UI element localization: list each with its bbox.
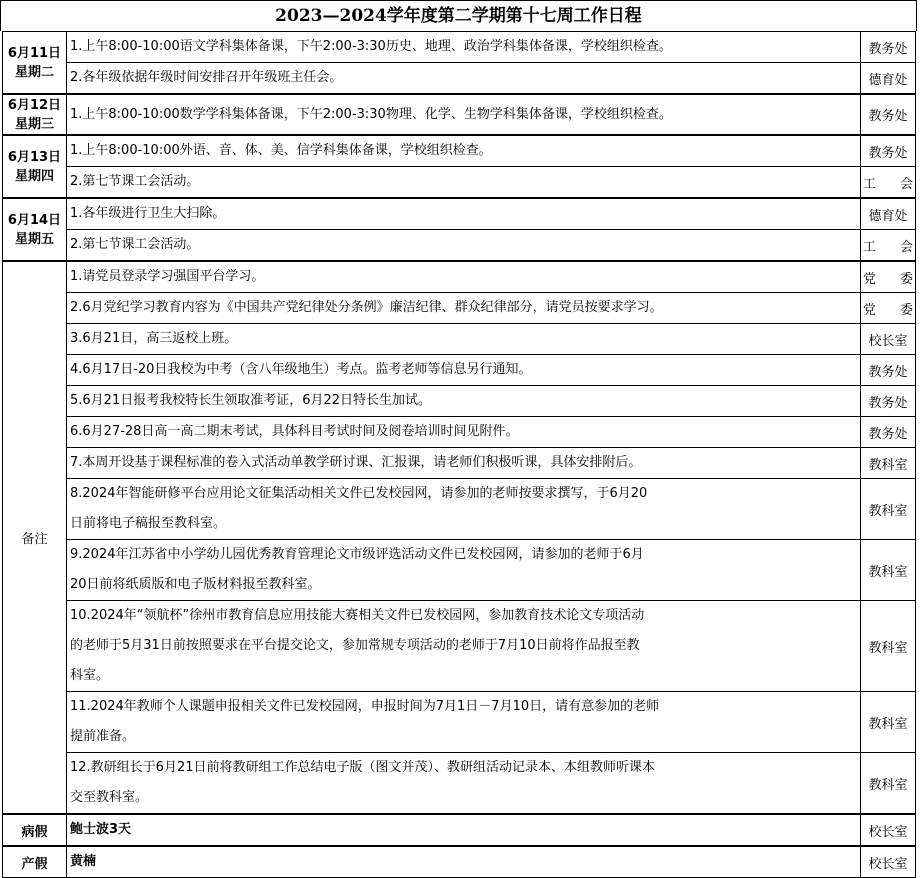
dept-cell: 教务处 bbox=[861, 94, 916, 135]
dept-cell bbox=[861, 167, 923, 199]
dept-cell bbox=[861, 230, 923, 262]
maternity-leave-text: 黄楠 bbox=[67, 846, 861, 878]
note-item bbox=[67, 753, 861, 815]
dept-label: 工 会 bbox=[862, 176, 923, 192]
note-item: 5.6月21日报考我校特长生领取准考证，6月22日特长生加试。 bbox=[67, 386, 861, 417]
dept-cell: 教务处 bbox=[861, 32, 916, 63]
note-line: 提前准备。 bbox=[70, 729, 136, 744]
note-line: 10.2024年“领航杯”徐州市教育信息应用技能大赛相关文件已发校园网，参加教育技术论文专项活动 bbox=[70, 608, 645, 623]
day-date: 6月13日 bbox=[7, 149, 62, 165]
note-item bbox=[67, 692, 861, 753]
day-weekday: 星期五 bbox=[14, 231, 54, 247]
dept-cell: 教科室 bbox=[861, 753, 916, 815]
schedule-item: 1.上午8:00-10:00外语、音、体、美、信学科集体备课，学校组织检查。 bbox=[67, 135, 861, 167]
schedule-item: 2.第七节课工会活动。 bbox=[67, 230, 861, 262]
dept-cell: 教科室 bbox=[861, 448, 916, 479]
dept-cell: 教科室 bbox=[861, 540, 916, 601]
table-row bbox=[3, 814, 916, 846]
dept-cell: 校长室 bbox=[861, 846, 916, 878]
note-line: 交至教科室。 bbox=[70, 790, 149, 805]
note-item: 1.请党员登录学习强国平台学习。 bbox=[67, 261, 861, 293]
day-date: 6月12日 bbox=[7, 97, 62, 113]
dept-cell: 教务处 bbox=[861, 417, 916, 448]
dept-cell: 教务处 bbox=[861, 355, 916, 386]
day-date: 6月14日 bbox=[7, 212, 62, 228]
schedule-item: 1.上午8:00-10:00语文学科集体备课，下午2:00-3:30历史、地理、政治学科集体备课，学校组织检查。 bbox=[67, 32, 861, 63]
table-row bbox=[3, 355, 916, 386]
schedule-item: 1.各年级进行卫生大扫除。 bbox=[67, 198, 861, 230]
note-item bbox=[67, 601, 861, 692]
dept-cell bbox=[861, 261, 923, 293]
dept-cell: 教务处 bbox=[861, 386, 916, 417]
day-cell-0613 bbox=[3, 135, 67, 198]
table-row bbox=[3, 167, 916, 199]
dept-label: 党 委 bbox=[862, 302, 923, 318]
table-row bbox=[3, 198, 916, 230]
notes-label: 备注 bbox=[3, 261, 67, 814]
table-row bbox=[3, 32, 916, 63]
day-weekday: 星期三 bbox=[14, 116, 54, 132]
dept-cell: 教科室 bbox=[861, 479, 916, 540]
note-line: 11.2024年教师个人课题申报相关文件已发校园网，申报时间为7月1日－7月10日，请有意参加的老师 bbox=[70, 699, 660, 714]
table-row bbox=[3, 692, 916, 753]
table-row bbox=[3, 540, 916, 601]
day-cell-0611 bbox=[3, 32, 67, 95]
note-item: 4.6月17日-20日我校为中考（含八年级地生）考点。监考老师等信息另行通知。 bbox=[67, 355, 861, 386]
day-weekday: 星期四 bbox=[14, 168, 54, 184]
dept-cell: 校长室 bbox=[861, 324, 916, 355]
dept-cell: 校长室 bbox=[861, 814, 916, 846]
schedule-item: 1.上午8:00-10:00数学学科集体备课，下午2:00-3:30物理、化学、生物学科集体备课，学校组织检查。 bbox=[67, 94, 861, 135]
table-row bbox=[3, 230, 916, 262]
table-row bbox=[3, 753, 916, 815]
table-row bbox=[3, 261, 916, 293]
table-row bbox=[3, 293, 916, 324]
sick-leave-label: 病假 bbox=[3, 814, 67, 846]
dept-cell: 教务处 bbox=[861, 135, 916, 167]
schedule-table bbox=[2, 31, 923, 878]
day-weekday: 星期二 bbox=[14, 64, 54, 80]
day-cell-0614 bbox=[3, 198, 67, 261]
table-row bbox=[3, 324, 916, 355]
table-row bbox=[3, 448, 916, 479]
dept-label: 工 会 bbox=[862, 239, 923, 255]
note-item: 6.6月27-28日高一高二期末考试，具体科目考试时间及阅卷培训时间见附件。 bbox=[67, 417, 861, 448]
maternity-leave-label: 产假 bbox=[3, 846, 67, 878]
note-line: 12.教研组长于6月21日前将教研组工作总结电子版（图文并茂）、教研组活动记录本、本组教师听课本 bbox=[70, 760, 655, 775]
sick-leave-text: 鲍士波3天 bbox=[67, 814, 861, 846]
table-row bbox=[3, 135, 916, 167]
schedule-title: 2023—2024学年度第二学期第十七周工作日程 bbox=[0, 0, 917, 31]
note-line: 8.2024年智能研修平台应用论文征集活动相关文件已发校园网，请参加的老师按要求撰写，于6月20 bbox=[70, 486, 648, 501]
table-row bbox=[3, 94, 916, 135]
note-line: 日前将电子稿报至教科室。 bbox=[70, 516, 227, 531]
schedule-item: 2.各年级依据年级时间安排召开年级班主任会。 bbox=[67, 63, 861, 95]
dept-label: 党 委 bbox=[862, 271, 923, 287]
dept-cell: 德育处 bbox=[861, 198, 916, 230]
day-date: 6月11日 bbox=[7, 45, 62, 61]
note-item: 3.6月21日，高三返校上班。 bbox=[67, 324, 861, 355]
dept-cell: 教科室 bbox=[861, 692, 916, 753]
note-line: 科室。 bbox=[70, 668, 110, 683]
table-row bbox=[3, 386, 916, 417]
schedule-item: 2.第七节课工会活动。 bbox=[67, 167, 861, 199]
dept-cell: 德育处 bbox=[861, 63, 916, 95]
dept-cell bbox=[861, 293, 923, 324]
table-row bbox=[3, 601, 916, 692]
note-item bbox=[67, 479, 861, 540]
note-line: 的老师于5月31日前按照要求在平台提交论文，参加常规专项活动的老师于7月10日前将作品报至教 bbox=[70, 638, 640, 653]
table-row bbox=[3, 417, 916, 448]
table-row bbox=[3, 846, 916, 878]
day-cell-0612 bbox=[3, 94, 67, 135]
note-line: 20日前将纸质版和电子版材料报至教科室。 bbox=[70, 577, 321, 592]
note-item: 2.6月党纪学习教育内容为《中国共产党纪律处分条例》廉洁纪律、群众纪律部分，请党员按要求学习。 bbox=[67, 293, 861, 324]
note-item: 7.本周开设基于课程标准的卷入式活动单教学研讨课、汇报课，请老师们积极听课，具体安排附后。 bbox=[67, 448, 861, 479]
note-line: 9.2024年江苏省中小学幼儿园优秀教育管理论文市级评选活动文件已发校园网，请参加的老师于6月 bbox=[70, 547, 644, 562]
dept-cell: 教科室 bbox=[861, 601, 916, 692]
note-item bbox=[67, 540, 861, 601]
table-row bbox=[3, 479, 916, 540]
table-row bbox=[3, 63, 916, 95]
